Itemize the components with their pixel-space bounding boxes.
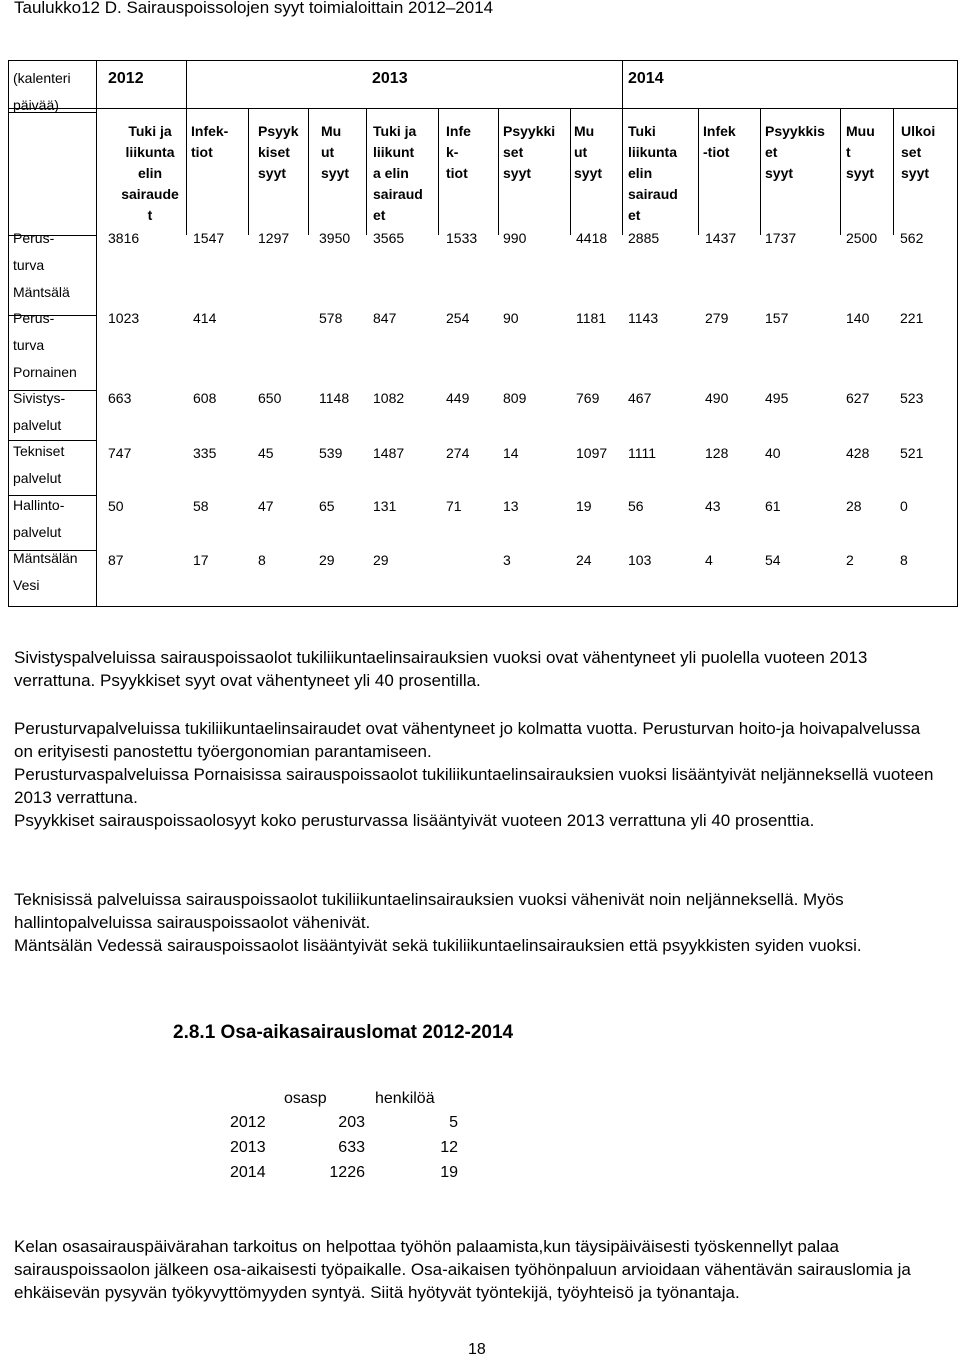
column-header-line: Tuki ja [373, 123, 417, 139]
table-cell: 663 [108, 390, 132, 406]
table-cell-osasp: 1226 [329, 1164, 365, 1181]
paragraph-text: Mäntsälän Vedessä sairauspoissaolot lisääntyivät sekä tukiliikuntaelinsairauksien että psyykkisten syiden vuoksi. [14, 936, 862, 955]
table-cell: 43 [705, 498, 721, 514]
table-cell: 254 [446, 310, 470, 326]
column-header-line: sairaud [373, 186, 423, 202]
row-label: turva [13, 257, 45, 273]
table-cell: 1547 [193, 230, 225, 246]
paragraph-text: Teknisissä palveluissa sairauspoissaolot tukiliikuntaelinsairauksien vuoksi vähenivät noin neljänneksellä. Myös hallintopalveluissa sairauspoissaolot vähenivät. [14, 890, 844, 932]
column-header-line: et [373, 207, 386, 223]
column-header-osasp: osasp [284, 1090, 327, 1107]
table-divider [698, 108, 699, 235]
table-cell: 17 [193, 552, 209, 568]
column-header [846, 121, 893, 184]
column-header-line: tiot [191, 144, 213, 160]
column-header-line: t [147, 207, 153, 223]
column-header-line: liikunta [628, 144, 678, 160]
table-caption: Taulukko12 D. Sairauspoissolojen syyt toimialoittain 2012–2014 [14, 0, 494, 17]
table-cell: 809 [503, 390, 527, 406]
table-cell-osasp: 203 [338, 1114, 365, 1131]
table-cell: 490 [705, 390, 729, 406]
year-label: 2012 [108, 70, 144, 87]
table-cell: 2 [846, 552, 854, 568]
column-header [191, 121, 247, 163]
column-header-line: syyt [258, 165, 287, 181]
row-label: palvelut [13, 470, 62, 486]
table-divider [760, 108, 761, 235]
table-divider [893, 108, 894, 235]
table-cell: 990 [503, 230, 527, 246]
table-cell: 13 [503, 498, 519, 514]
table-cell: 87 [108, 552, 124, 568]
table-cell: 1297 [258, 230, 290, 246]
table-cell: 54 [765, 552, 781, 568]
table-cell: 414 [193, 310, 217, 326]
table-cell: 61 [765, 498, 781, 514]
table-cell: 467 [628, 390, 652, 406]
column-header-line: syyt [846, 165, 875, 181]
table-cell: 47 [258, 498, 274, 514]
table-divider [248, 108, 249, 235]
row-label: Tekniset [13, 443, 65, 459]
row-label: palvelut [13, 524, 62, 540]
page-number: 18 [468, 1341, 486, 1358]
sick-leave-table [8, 60, 958, 606]
column-header-line: Psyykkis [765, 123, 825, 139]
table-cell: 627 [846, 390, 870, 406]
table-cell: 1143 [628, 310, 659, 326]
table-divider [8, 108, 958, 109]
table-cell: 274 [446, 445, 470, 461]
column-header-line: Infe [446, 123, 471, 139]
table-cell-year: 2012 [230, 1114, 266, 1131]
table-cell: 1111 [628, 445, 657, 461]
column-header-line: Mu [574, 123, 595, 139]
column-header [703, 121, 759, 163]
column-header-line: Ulkoi [901, 123, 936, 139]
table-cell-year: 2014 [230, 1164, 266, 1181]
row-label: Sivistys- [13, 390, 66, 406]
table-cell: 495 [765, 390, 789, 406]
table-cell-year: 2013 [230, 1139, 266, 1156]
table-cell: 40 [765, 445, 781, 461]
table-cell: 769 [576, 390, 600, 406]
table-cell: 1181 [576, 310, 607, 326]
row-label: Hallinto- [13, 497, 65, 513]
column-header-line: Tuki ja [128, 123, 172, 139]
column-header-line: sairaud [628, 186, 678, 202]
table-cell: 103 [628, 552, 652, 568]
column-header-line: et [765, 144, 778, 160]
table-divider [840, 108, 841, 235]
paragraph-text: Sivistyspalveluissa sairauspoissaolot tukiliikuntaelinsairauksien vuoksi ovat vähentyneet yli puolella vuoteen 2013 verrattuna. Psyykkiset syyt ovat vähentyneet yli 40 prosentilla. [14, 648, 868, 690]
table-cell: 8 [258, 552, 266, 568]
column-header [574, 121, 620, 184]
table-cell: 3565 [373, 230, 405, 246]
column-header-line: kiset [258, 144, 290, 160]
table-cell: 428 [846, 445, 870, 461]
table-cell: 45 [258, 445, 274, 461]
table-cell-osasp: 633 [338, 1139, 365, 1156]
table-cell: 2500 [846, 230, 878, 246]
paragraph-text: Kelan osasairauspäivärahan tarkoitus on helpottaa työhön palaamista,kun täysipäiväisesti työskennellyt palaa sairauspoissaolon jälkeen osa-aikaisesti työpaikalle. Osa-aikaisen työhönpaluun arvioidaan vähentävän sairauslomia ja ehkäisevän pysyvän työkyvyttömyyden syntyä. Siitä hyötyvät työntekijä, työyhteisö ja työnantaja. [14, 1237, 911, 1302]
row-label: Mäntsälä [13, 284, 70, 300]
table-cell: 847 [373, 310, 397, 326]
table-border [8, 60, 9, 606]
column-header [628, 121, 698, 226]
table-cell: 608 [193, 390, 217, 406]
column-header [321, 121, 373, 184]
table-cell: 24 [576, 552, 592, 568]
column-header-line: syyt [574, 165, 603, 181]
row-label: Perus- [13, 230, 55, 246]
table-cell: 335 [193, 445, 217, 461]
table-divider [622, 108, 623, 235]
paragraph-tekniset [14, 888, 939, 957]
column-header-line: k- [446, 144, 459, 160]
table-cell: 128 [705, 445, 729, 461]
column-header [901, 121, 960, 184]
column-header-line: tiot [446, 165, 468, 181]
table-cell: 3950 [319, 230, 351, 246]
column-header-line: liikunta [125, 144, 175, 160]
column-header [258, 121, 312, 184]
table-cell: 1082 [373, 390, 405, 406]
column-header-line: a elin [373, 165, 409, 181]
table-cell: 90 [503, 310, 519, 326]
row-label: palvelut [13, 417, 62, 433]
paragraph-kela [14, 1235, 939, 1304]
table-cell: 279 [705, 310, 729, 326]
paragraph-sivistys [14, 646, 939, 692]
table-cell: 562 [900, 230, 924, 246]
table-cell: 157 [765, 310, 789, 326]
table-divider [186, 60, 187, 108]
year-label: 2014 [628, 70, 664, 87]
column-header-line: Mu [321, 123, 342, 139]
table-cell-henkiloa: 5 [449, 1114, 458, 1131]
table-cell: 523 [900, 390, 924, 406]
table-cell: 14 [503, 445, 519, 461]
table-cell-henkiloa: 12 [440, 1139, 458, 1156]
table-divider [622, 60, 623, 108]
table-cell: 1148 [319, 390, 350, 406]
column-header-line: syyt [901, 165, 930, 181]
column-header-line: liikunt [373, 144, 415, 160]
table-cell: 65 [319, 498, 335, 514]
paragraph-text: Perusturvaspalveluissa Pornaisissa sairauspoissaolot tukiliikuntaelinsairauksien vuoksi lisääntyivät neljänneksellä vuoteen 2013 verrattuna. [14, 765, 934, 807]
column-header-line: elin [137, 165, 163, 181]
table-divider [570, 108, 571, 235]
table-cell: 3 [503, 552, 511, 568]
column-header-henkiloa: henkilöä [375, 1090, 435, 1107]
table-cell: 131 [373, 498, 397, 514]
table-cell: 3816 [108, 230, 140, 246]
column-header-line: syyt [765, 165, 794, 181]
table-cell: 221 [900, 310, 924, 326]
table-cell: 1023 [108, 310, 140, 326]
table-cell: 539 [319, 445, 343, 461]
column-header [446, 121, 500, 184]
column-header-line: Infek- [191, 123, 229, 139]
row-label: Perus- [13, 310, 55, 326]
column-header-line: syyt [321, 165, 350, 181]
table-cell: 521 [900, 445, 924, 461]
table-cell: 578 [319, 310, 343, 326]
table-cell: 1487 [373, 445, 405, 461]
year-label: 2013 [372, 70, 408, 87]
column-header-line: set [503, 144, 524, 160]
section-title: 2.8.1 Osa-aikasairauslomat 2012-2014 [173, 1022, 514, 1043]
column-header [503, 121, 569, 184]
table-cell: 58 [193, 498, 209, 514]
table-cell: 650 [258, 390, 282, 406]
paragraph-text: Psyykkiset sairauspoissaolosyyt koko perusturvassa lisääntyivät vuoteen 2013 verrattuna yli 40 prosenttia. [14, 811, 815, 830]
table-cell: 50 [108, 498, 124, 514]
table-cell: 19 [576, 498, 592, 514]
column-header-line: ut [574, 144, 588, 160]
table-cell-henkiloa: 19 [440, 1164, 458, 1181]
column-header-line: set [901, 144, 922, 160]
column-header-line: sairaude [121, 186, 179, 202]
table-cell: 28 [846, 498, 862, 514]
corner-label: (kalenteri [13, 70, 71, 86]
table-cell: 29 [319, 552, 335, 568]
row-label: Vesi [13, 577, 40, 593]
table-divider [96, 60, 97, 606]
table-cell: 8 [900, 552, 908, 568]
table-cell: 0 [900, 498, 908, 514]
table-cell: 2885 [628, 230, 660, 246]
column-header-line: Tuki [628, 123, 656, 139]
row-label: turva [13, 337, 45, 353]
column-header-line: -tiot [703, 144, 730, 160]
table-cell: 71 [446, 498, 462, 514]
column-header-line: Psyykki [503, 123, 556, 139]
table-cell: 56 [628, 498, 644, 514]
table-border [8, 60, 958, 61]
table-cell: 1533 [446, 230, 478, 246]
table-cell: 4418 [576, 230, 608, 246]
column-header-line: Muu [846, 123, 875, 139]
table-cell: 449 [446, 390, 470, 406]
column-header [373, 121, 439, 226]
column-header-line: Psyyk [258, 123, 299, 139]
table-cell: 1737 [765, 230, 797, 246]
corner-label: päivää) [13, 97, 59, 113]
table-cell: 4 [705, 552, 713, 568]
paragraph-text: Perusturvapalveluissa tukiliikuntaelinsairaudet ovat vähentyneet jo kolmatta vuotta. Perusturvan hoito-ja hoivapalvelussa on erityisesti panostettu työergonomian parantamiseen. [14, 719, 921, 761]
table-cell: 1097 [576, 445, 608, 461]
table-cell: 140 [846, 310, 870, 326]
column-header-line: Infek [703, 123, 736, 139]
table-cell: 1437 [705, 230, 737, 246]
column-header-line: t [846, 144, 851, 160]
column-header-line: ut [321, 144, 335, 160]
column-header-line: elin [628, 165, 653, 181]
column-header-line: et [628, 207, 641, 223]
paragraph-perusturva [14, 717, 939, 832]
row-label: Mäntsälän [13, 550, 78, 566]
row-label: Pornainen [13, 364, 77, 380]
column-header [108, 121, 192, 226]
table-cell: 29 [373, 552, 389, 568]
table-cell: 747 [108, 445, 132, 461]
column-header-line: syyt [503, 165, 532, 181]
column-header [765, 121, 839, 184]
table-border [8, 606, 958, 607]
